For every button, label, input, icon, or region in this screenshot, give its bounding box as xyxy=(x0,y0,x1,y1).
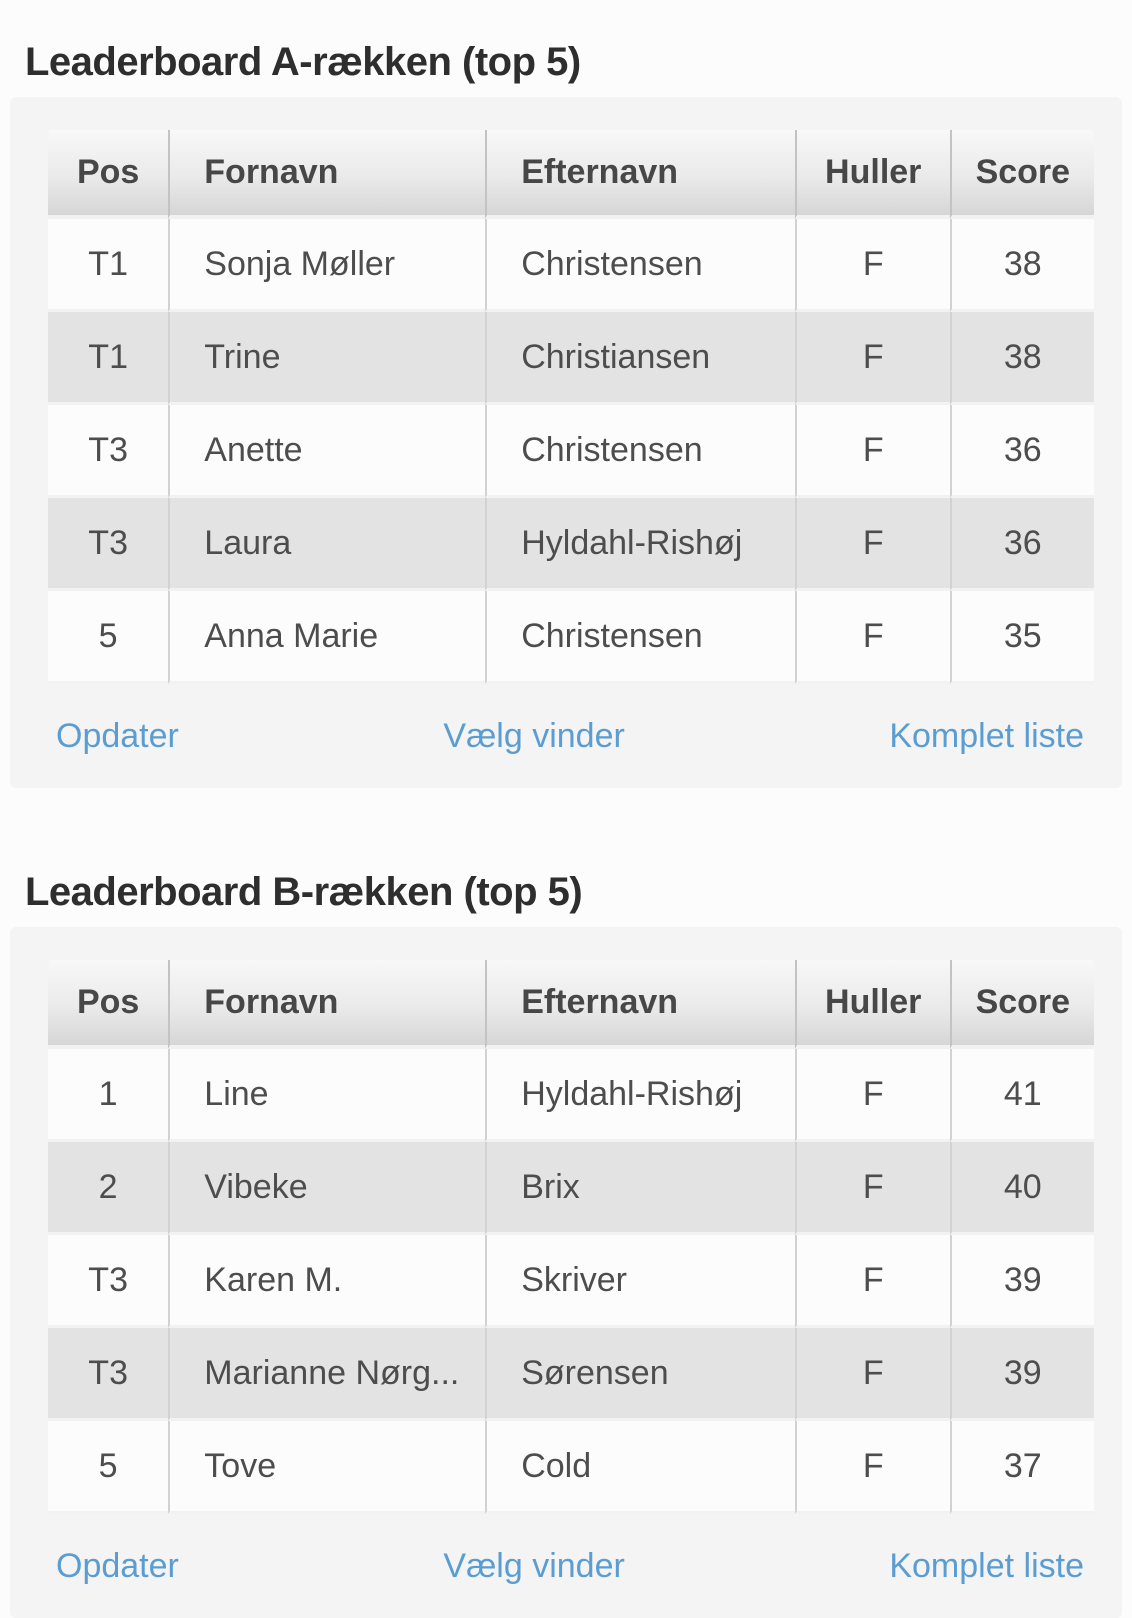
cell-fornavn: Marianne Nørg... xyxy=(168,1328,485,1421)
column-header-efternavn: Efternavn xyxy=(485,960,795,1049)
complete-list-link[interactable]: Komplet liste xyxy=(889,716,1084,755)
column-header-fornavn: Fornavn xyxy=(168,130,485,219)
table-row xyxy=(48,405,1094,498)
cell-huller: F xyxy=(795,498,950,591)
column-header-huller: Huller xyxy=(795,130,950,219)
column-header-score: Score xyxy=(950,960,1094,1049)
cell-score: 35 xyxy=(950,591,1094,684)
cell-efternavn: Christensen xyxy=(485,219,795,312)
cell-huller: F xyxy=(795,1049,950,1142)
cell-fornavn: Vibeke xyxy=(168,1142,485,1235)
cell-fornavn: Line xyxy=(168,1049,485,1142)
table-actions-b xyxy=(48,1514,1094,1618)
cell-pos: 5 xyxy=(48,591,168,684)
column-header-score: Score xyxy=(950,130,1094,219)
column-header-fornavn: Fornavn xyxy=(168,960,485,1049)
cell-pos: 2 xyxy=(48,1142,168,1235)
table-row xyxy=(48,1235,1094,1328)
cell-fornavn: Sonja Møller xyxy=(168,219,485,312)
cell-score: 41 xyxy=(950,1049,1094,1142)
cell-huller: F xyxy=(795,312,950,405)
cell-score: 37 xyxy=(950,1421,1094,1514)
cell-fornavn: Anna Marie xyxy=(168,591,485,684)
cell-score: 40 xyxy=(950,1142,1094,1235)
column-header-pos: Pos xyxy=(48,960,168,1049)
select-winner-link[interactable]: Vælg vinder xyxy=(443,1546,625,1585)
cell-huller: F xyxy=(795,1328,950,1421)
column-header-huller: Huller xyxy=(795,960,950,1049)
cell-huller: F xyxy=(795,1421,950,1514)
cell-efternavn: Hyldahl-Rishøj xyxy=(485,1049,795,1142)
cell-efternavn: Skriver xyxy=(485,1235,795,1328)
table-row xyxy=(48,1049,1094,1142)
table-row xyxy=(48,1421,1094,1514)
cell-pos: 1 xyxy=(48,1049,168,1142)
board-title-a: Leaderboard A-rækken (top 5) xyxy=(25,40,581,84)
cell-score: 39 xyxy=(950,1328,1094,1421)
leaderboard-section-a xyxy=(0,38,1132,788)
cell-pos: T3 xyxy=(48,498,168,591)
cell-score: 38 xyxy=(950,312,1094,405)
cell-efternavn: Christensen xyxy=(485,591,795,684)
cell-fornavn: Tove xyxy=(168,1421,485,1514)
cell-pos: T3 xyxy=(48,1235,168,1328)
cell-efternavn: Christensen xyxy=(485,405,795,498)
cell-fornavn: Anette xyxy=(168,405,485,498)
cell-fornavn: Trine xyxy=(168,312,485,405)
column-header-pos: Pos xyxy=(48,130,168,219)
table-row xyxy=(48,1328,1094,1421)
leaderboard-table-a xyxy=(48,130,1094,684)
cell-huller: F xyxy=(795,1235,950,1328)
cell-efternavn: Christiansen xyxy=(485,312,795,405)
update-link[interactable]: Opdater xyxy=(56,716,179,755)
cell-huller: F xyxy=(795,219,950,312)
leaderboard-card-a xyxy=(10,97,1122,788)
cell-fornavn: Laura xyxy=(168,498,485,591)
table-row xyxy=(48,219,1094,312)
cell-huller: F xyxy=(795,591,950,684)
select-winner-link[interactable]: Vælg vinder xyxy=(443,716,625,755)
table-row xyxy=(48,591,1094,684)
cell-score: 38 xyxy=(950,219,1094,312)
board-title-b: Leaderboard B-rækken (top 5) xyxy=(25,870,583,914)
cell-pos: T1 xyxy=(48,219,168,312)
cell-pos: T3 xyxy=(48,405,168,498)
cell-huller: F xyxy=(795,1142,950,1235)
header-row xyxy=(48,960,1094,1049)
leaderboard-card-b xyxy=(10,927,1122,1618)
cell-score: 39 xyxy=(950,1235,1094,1328)
cell-huller: F xyxy=(795,405,950,498)
cell-fornavn: Karen M. xyxy=(168,1235,485,1328)
complete-list-link[interactable]: Komplet liste xyxy=(889,1546,1084,1585)
cell-score: 36 xyxy=(950,498,1094,591)
cell-efternavn: Brix xyxy=(485,1142,795,1235)
table-row xyxy=(48,312,1094,405)
cell-pos: T3 xyxy=(48,1328,168,1421)
cell-efternavn: Hyldahl-Rishøj xyxy=(485,498,795,591)
cell-score: 36 xyxy=(950,405,1094,498)
leaderboard-section-b xyxy=(0,868,1132,1618)
cell-pos: T1 xyxy=(48,312,168,405)
column-header-efternavn: Efternavn xyxy=(485,130,795,219)
table-row xyxy=(48,498,1094,591)
table-actions-a xyxy=(48,684,1094,788)
leaderboard-table-b xyxy=(48,960,1094,1514)
header-row xyxy=(48,130,1094,219)
cell-pos: 5 xyxy=(48,1421,168,1514)
update-link[interactable]: Opdater xyxy=(56,1546,179,1585)
table-row xyxy=(48,1142,1094,1235)
cell-efternavn: Sørensen xyxy=(485,1328,795,1421)
cell-efternavn: Cold xyxy=(485,1421,795,1514)
